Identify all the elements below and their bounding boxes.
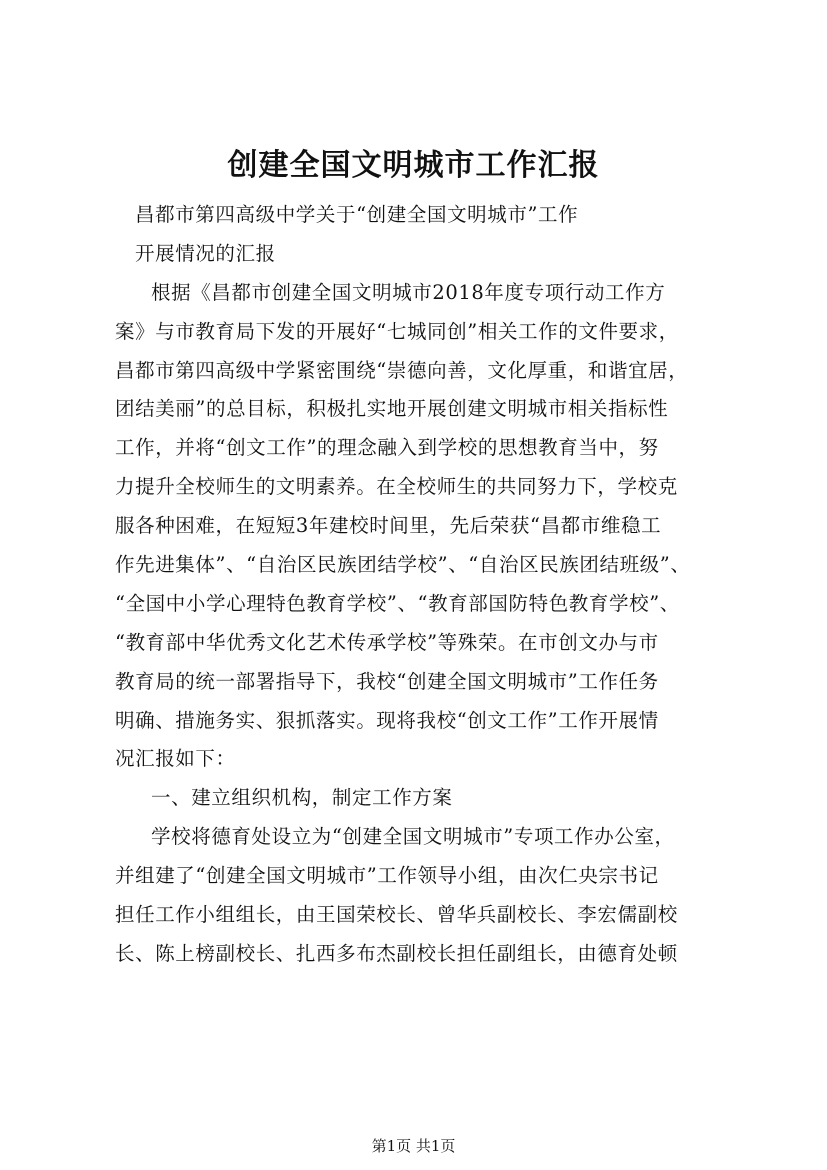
paragraph-line: 服各种困难，在短短3年建校时间里，先后荣获“昌都市维稳工 [115, 514, 662, 538]
subtitle-line-1: 昌都市第四高级中学关于“创建全国文明城市”工作 [135, 203, 579, 226]
paragraph-line: 况汇报如下： [115, 747, 236, 771]
paragraph-line: 力提升全校师生的文明素养。在全校师生的共同努力下，学校克 [115, 475, 678, 499]
document-body [115, 196, 755, 974]
paragraph-line: 团结美丽”的总目标，积极扎实地开展创建文明城市相关指标性 [115, 397, 669, 421]
document-title: 创建全国文明城市工作汇报 [227, 148, 600, 183]
paragraph-line: 担任工作小组组长，由王国荣校长、曾华兵副校长、李宏儒副校 [115, 903, 678, 927]
paragraph-line: 昌都市第四高级中学紧密围绕“崇德向善，文化厚重，和谐宜居， [115, 358, 689, 382]
subtitle-line-2: 开展情况的汇报 [135, 241, 276, 265]
paragraph-line: 学校将德育处设立为“创建全国文明城市”专项工作办公室， [151, 825, 675, 849]
page-number-footer: 第1页 共1页 [371, 1137, 456, 1155]
paragraph-line: 工作，并将“创文工作”的理念融入到学校的思想教育当中，努 [115, 436, 659, 460]
paragraph-line: 案》与市教育局下发的开展好“七城同创”相关工作的文件要求， [115, 319, 679, 343]
paragraph-line: 长、陈上榜副校长、扎西多布杰副校长担任副组长，由德育处顿 [115, 941, 678, 965]
section-heading: 一、建立组织机构，制定工作方案 [151, 786, 453, 810]
paragraph-line: “教育部中华优秀文化艺术传承学校”等殊荣。在市创文办与市 [115, 630, 659, 654]
paragraph-line: “全国中小学心理特色教育学校”、“教育部国防特色教育学校”、 [115, 591, 680, 615]
paragraph-line: 并组建了“创建全国文明城市”工作领导小组，由次仁央宗书记 [115, 864, 659, 888]
paragraph-line: 作先进集体”、“自治区民族团结学校”、“自治区民族团结班级”、 [115, 553, 691, 577]
paragraph-line: 教育局的统一部署指导下，我校“创建全国文明城市”工作任务 [115, 669, 659, 693]
paragraph-line: 明确、措施务实、狠抓落实。现将我校“创文工作”工作开展情 [115, 708, 659, 732]
paragraph-line: 根据《昌都市创建全国文明城市2018年度专项行动工作方 [151, 280, 666, 304]
